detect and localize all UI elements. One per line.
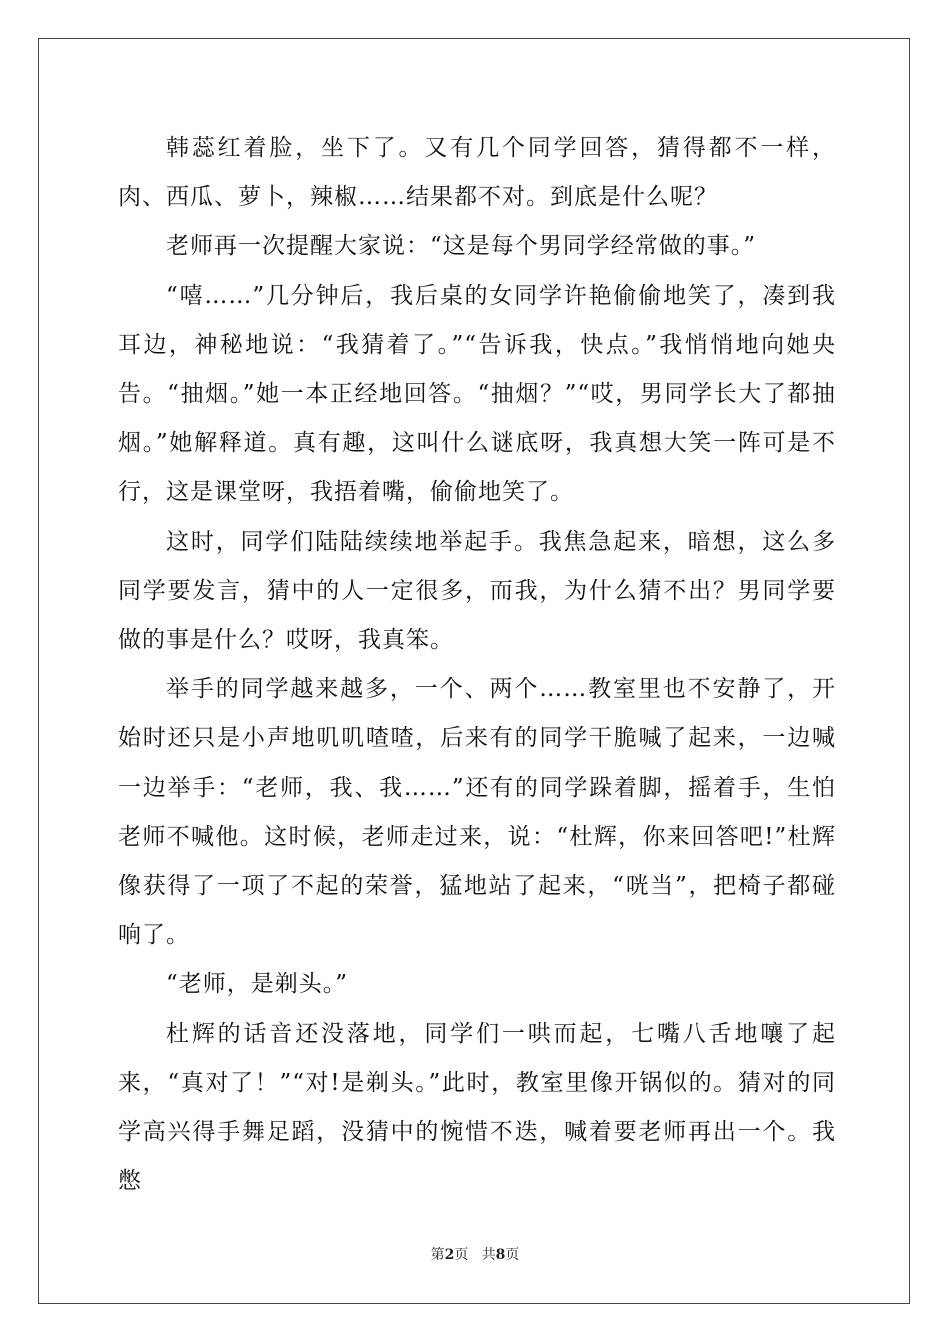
page-label-suffix: 页 xyxy=(454,1247,469,1263)
paragraph: 韩蕊红着脸，坐下了。又有几个同学回答，猜得都不一样，肉、西瓜、萝卜，辣椒……结果都不对。到底是什么呢？ xyxy=(118,135,836,211)
current-page-number: 2 xyxy=(444,1247,455,1263)
total-label-suffix: 页 xyxy=(505,1247,520,1263)
total-label-prefix: 共 xyxy=(481,1247,496,1263)
paragraph: 杜辉的话音还没落地，同学们一哄而起，七嘴八舌地嚷了起来，“真对了！”“对!是剃头。”此时，教室里像开锅似的。猜对的同学高兴得手舞足蹈，没猜中的惋惜不迭，喊着要老师再出一个。我憋 xyxy=(118,1020,836,1195)
page-footer xyxy=(0,1244,950,1264)
paragraph: “嘻……”几分钟后，我后桌的女同学许艳偷偷地笑了，凑到我耳边，神秘地说：“我猜着了。”“告诉我，快点。”我悄悄地向她央告。“抽烟。”她一本正经地回答。“抽烟？”“哎，男同学长大了都抽烟。”她解释道。真有趣，这叫什么谜底呀，我真想大笑一阵可是不行，这是课堂呀，我捂着嘴，偷偷地笑了。 xyxy=(118,282,836,506)
paragraph: “老师，是剃头。” xyxy=(166,971,349,998)
paragraph: 老师再一次提醒大家说：“这是每个男同学经常做的事。” xyxy=(166,233,757,260)
paragraph: 举手的同学越来越多，一个、两个……教室里也不安静了，开始时还只是小声地叽叽喳喳，后来有的同学干脆喊了起来，一边喊一边举手：“老师，我、我……”还有的同学跺着脚，摇着手，生怕老师不喊他。这时候，老师走过来，说：“杜辉，你来回答吧!”杜辉像获得了一项了不起的荣誉，猛地站了起来，“咣当”，把椅子都碰响了。 xyxy=(118,676,836,949)
page-label-prefix: 第 xyxy=(430,1247,445,1263)
paragraph: 这时，同学们陆陆续续地举起手。我焦急起来，暗想，这么多同学要发言，猜中的人一定很多，而我，为什么猜不出？男同学要做的事是什么？哎呀，我真笨。 xyxy=(118,528,836,654)
total-page-count: 8 xyxy=(495,1247,506,1263)
document-body xyxy=(118,124,836,1206)
